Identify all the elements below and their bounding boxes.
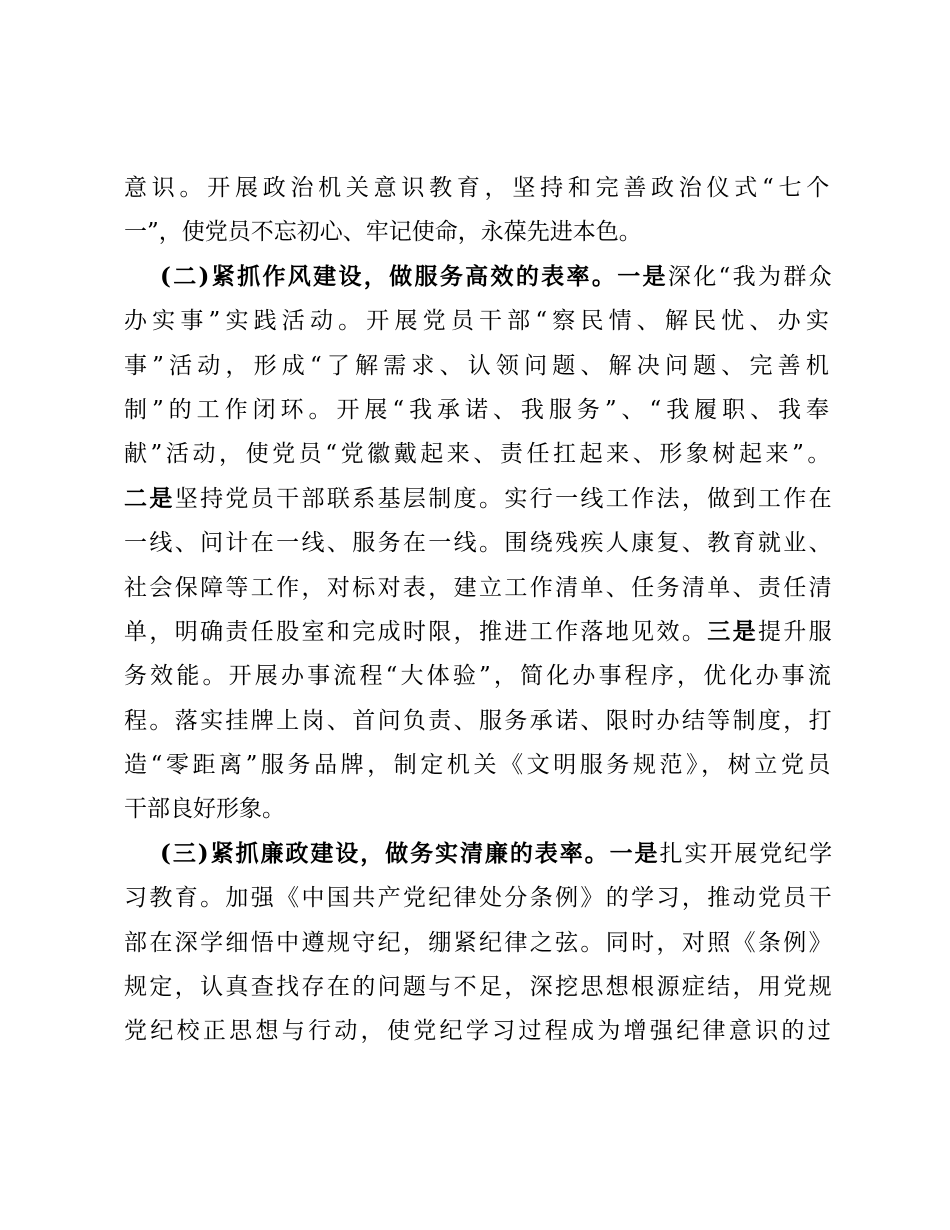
line-text: 制”的工作闭环。开展“我承诺、我服务”、“我履职、我奉: [124, 396, 834, 423]
line-text: 造“零距离”服务品牌，制定机关《文明服务规范》，树立党员: [124, 752, 834, 779]
point-marker-one: 一是: [617, 262, 668, 290]
text-line: [124, 477, 834, 521]
text-line: [124, 344, 834, 388]
text-line: [124, 787, 834, 831]
line-text: 深化“我为群众: [667, 263, 834, 290]
paragraph-2: [124, 255, 834, 832]
line-text: 干部良好形象。: [124, 796, 285, 823]
text-line: [124, 654, 834, 698]
line-text: 单，明确责任股室和完成时限，推进工作落地见效。: [124, 618, 708, 645]
text-line: [124, 921, 834, 965]
text-line: [124, 210, 834, 254]
text-line: [124, 166, 834, 210]
line-text: 提升服: [757, 618, 835, 645]
line-text: 程。落实挂牌上岗、首问负责、服务承诺、限时办结等制度，打: [124, 707, 834, 734]
section-heading-line: [124, 832, 834, 876]
line-text: 社会保障等工作，对标对表，建立工作清单、任务清单、责任清: [124, 574, 834, 601]
section-heading: (三)紧抓廉政建设，做务实清廉的表率。: [160, 839, 610, 867]
line-text: 办实事”实践活动。开展党员干部“察民情、解民忧、办实: [124, 308, 834, 335]
text-line: [124, 388, 834, 432]
point-marker-two: 二是: [124, 484, 175, 512]
text-line: [124, 299, 834, 343]
paragraph-3: [124, 832, 834, 1054]
point-marker-one: 一是: [609, 839, 660, 867]
text-line: [124, 610, 834, 654]
line-text: 意识。开展政治机关意识教育，坚持和完善政治仪式“七个: [124, 175, 834, 201]
line-text: 事”活动，形成“了解需求、认领问题、解决问题、完善机: [124, 352, 834, 379]
paragraph-1: [124, 166, 834, 255]
text-line: [124, 566, 834, 610]
line-text: 坚持党员干部联系基层制度。实行一线工作法，做到工作在: [174, 485, 835, 512]
text-line: [124, 521, 834, 565]
line-text: 党纪校正思想与行动，使党纪学习过程成为增强纪律意识的过: [124, 1018, 834, 1045]
line-text: 扎实开展党纪学: [659, 840, 835, 867]
line-text: 规定，认真查找存在的问题与不足，深挖思想根源症结，用党规: [124, 974, 834, 1001]
line-text: 一线、问计在一线、服务在一线。围绕残疾人康复、教育就业、: [124, 530, 834, 557]
text-line: [124, 432, 834, 476]
section-heading: (二)紧抓作风建设，做服务高效的表率。: [160, 262, 618, 290]
text-line: [124, 1009, 834, 1053]
line-text: 一”，使党员不忘初心、牢记使命，永葆先进本色。: [124, 219, 642, 246]
text-line: [124, 965, 834, 1009]
text-line: [124, 699, 834, 743]
line-text: 务效能。开展办事流程“大体验”，简化办事程序，优化办事流: [124, 663, 834, 690]
document-page: [124, 166, 834, 1054]
line-text: 习教育。加强《中国共产党纪律处分条例》的学习，推动党员干: [124, 885, 834, 912]
line-text: 献”活动，使党员“党徽戴起来、责任扛起来、形象树起来”。: [124, 441, 834, 468]
line-text: 部在深学细悟中遵规守纪，绷紧纪律之弦。同时，对照《条例》: [124, 929, 834, 956]
text-line: [124, 743, 834, 787]
point-marker-three: 三是: [707, 617, 758, 645]
section-heading-line: [124, 255, 834, 299]
text-line: [124, 876, 834, 920]
